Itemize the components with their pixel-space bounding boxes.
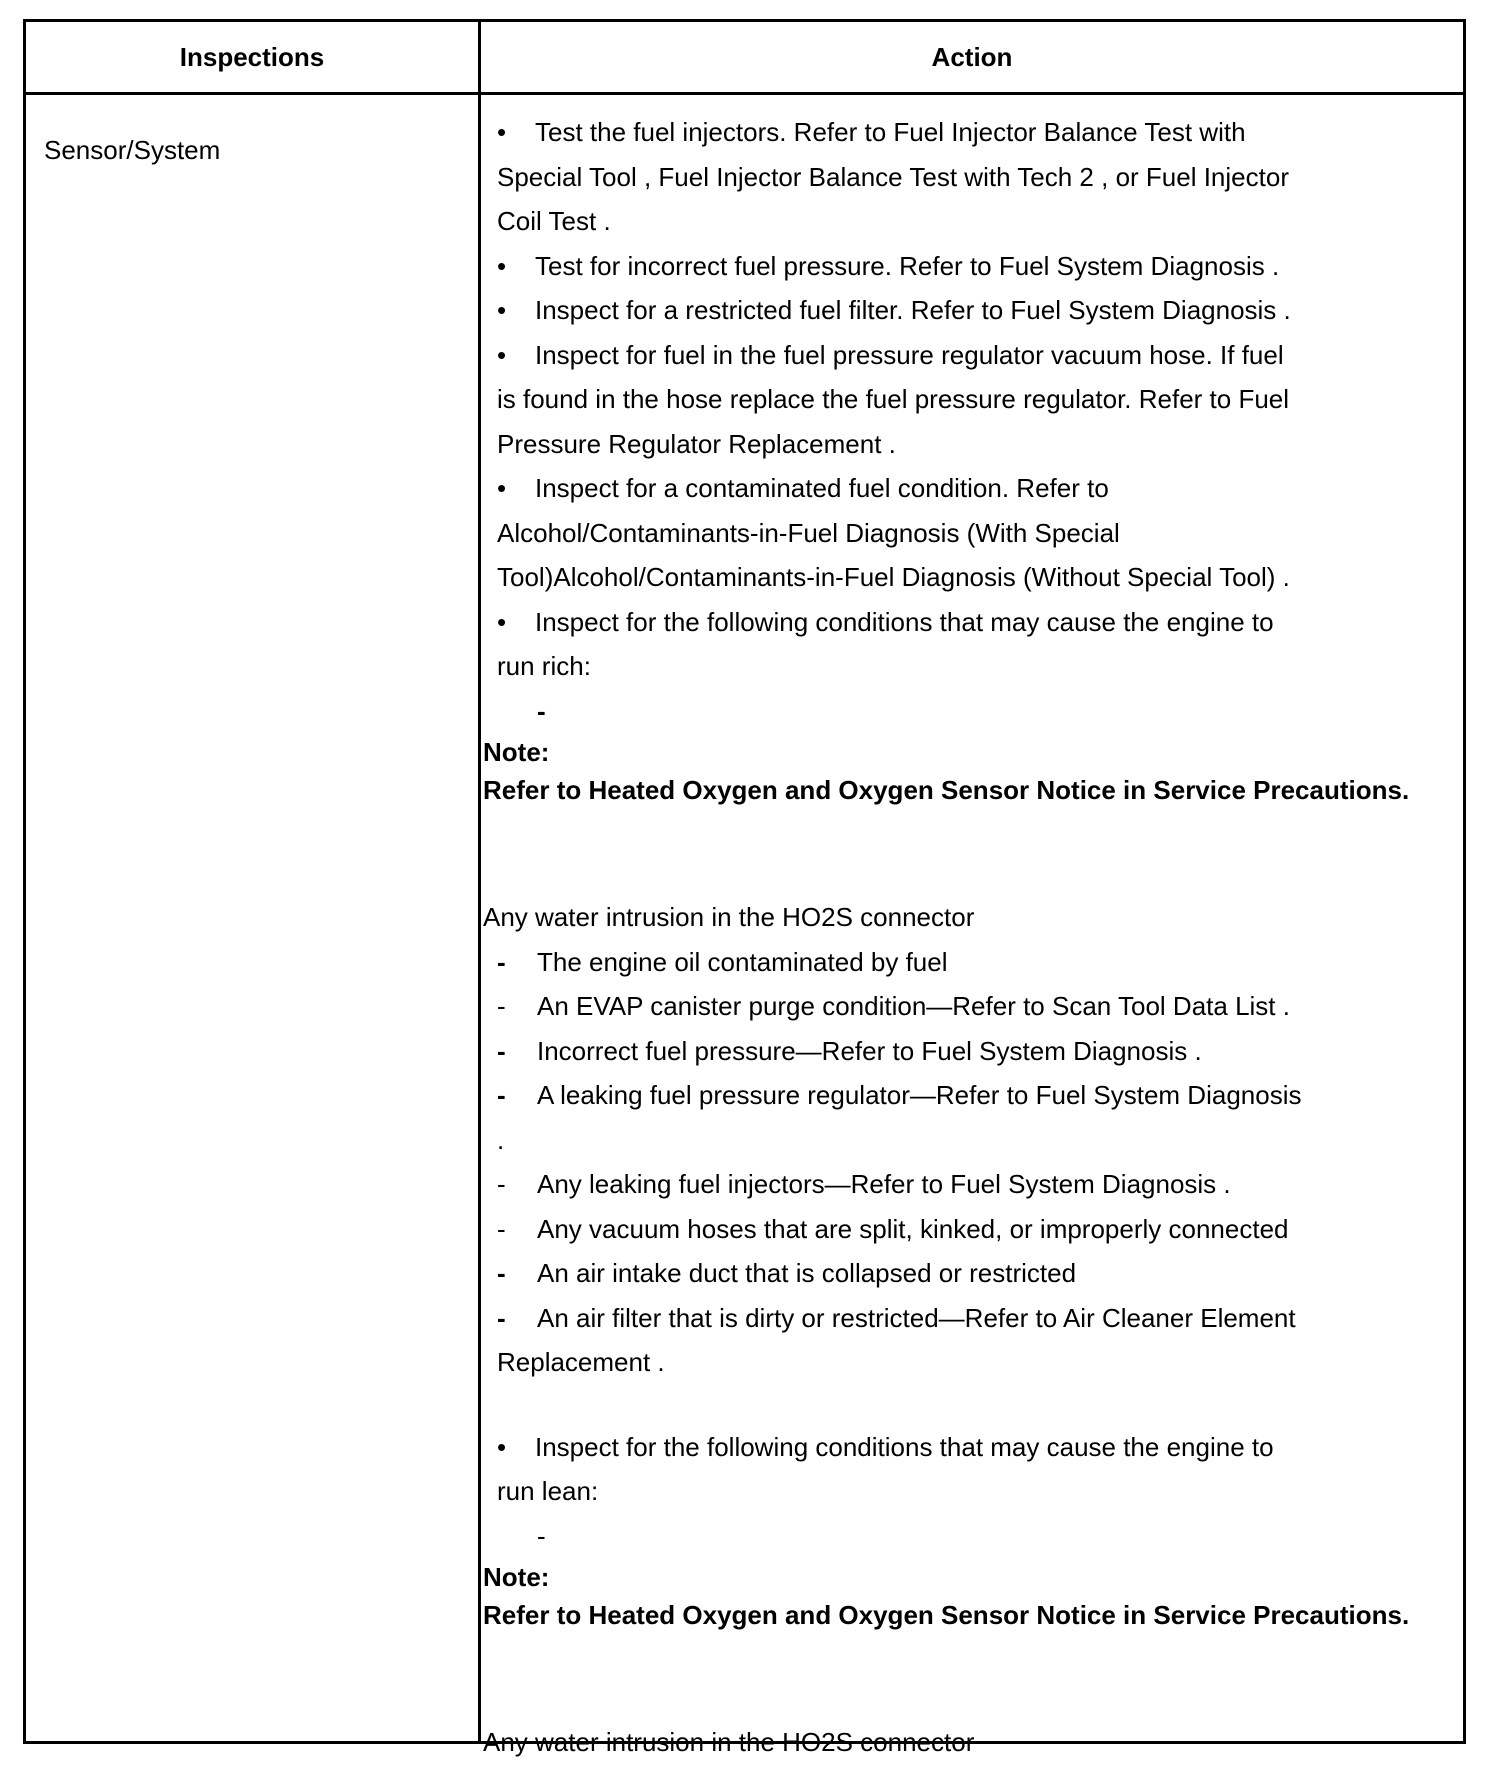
note-text: Refer to Heated Oxygen and Oxygen Sensor Notice in Service Precautions. <box>483 775 1410 805</box>
note-text: Refer to Heated Oxygen and Oxygen Sensor Notice in Service Precautions. <box>483 1600 1410 1630</box>
bullet-continuation: Alcohol/Contaminants-in-Fuel Diagnosis (With Special <box>497 517 1120 548</box>
bullet-item <box>481 288 1463 333</box>
condition-continuation: Replacement . <box>497 1347 665 1377</box>
header-divider <box>26 92 1463 95</box>
bullet-continuation: run rich: <box>497 651 591 681</box>
bullet-item <box>481 110 1463 155</box>
bullet-text: Inspect for fuel in the fuel pressure regulator vacuum hose. If fuel <box>535 339 1284 370</box>
dash-marker: - <box>497 1169 506 1199</box>
bullet-marker: • <box>497 250 507 281</box>
dash-marker: - <box>497 946 506 977</box>
water-intrusion-text: Any water intrusion in the HO2S connector <box>483 902 975 932</box>
bullet-item <box>481 466 1463 511</box>
condition-text: Any vacuum hoses that are split, kinked, or improperly connected <box>537 1213 1289 1244</box>
condition-text: A leaking fuel pressure regulator—Refer to Fuel System Diagnosis <box>537 1080 1302 1110</box>
bullet-continuation: run lean: <box>497 1476 599 1506</box>
condition-text: The engine oil contaminated by fuel <box>537 946 948 977</box>
bullet-text: Inspect for a restricted fuel filter. Refer to Fuel System Diagnosis . <box>535 295 1291 325</box>
inspection-cell: Sensor/System <box>44 135 221 165</box>
bullet-text: Inspect for the following conditions that may cause the engine to <box>535 1431 1274 1462</box>
bullet-continuation: Special Tool , Fuel Injector Balance Test with Tech 2 , or Fuel Injector <box>497 161 1289 192</box>
bullet-item <box>481 244 1463 289</box>
bullet-continuation: is found in the hose replace the fuel pressure regulator. Refer to Fuel <box>497 384 1290 414</box>
spacer <box>481 809 1463 895</box>
bullet-marker: • <box>497 606 507 637</box>
header-inspections: Inspections <box>179 42 325 72</box>
bullet-marker: • <box>497 473 507 503</box>
dash-marker: - <box>497 1213 506 1244</box>
dash-marker: - <box>497 1080 506 1110</box>
note-label: Note: <box>483 737 550 767</box>
header-action: Action <box>931 42 1013 72</box>
bullet-continuation: Tool)Alcohol/Contaminants-in-Fuel Diagnosis (Without Special Tool) . <box>497 562 1290 592</box>
bullet-marker: • <box>497 295 507 325</box>
condition-item <box>481 984 1463 1029</box>
condition-text: Incorrect fuel pressure—Refer to Fuel System Diagnosis . <box>537 1035 1202 1066</box>
water-intrusion-text: Any water intrusion in the HO2S connector <box>483 1727 975 1757</box>
dash-marker: - <box>537 1520 546 1551</box>
condition-item <box>481 1162 1463 1207</box>
dash-marker: - <box>497 991 506 1021</box>
bullet-item <box>481 1425 1463 1470</box>
dash-marker: - <box>537 695 546 726</box>
action-cell <box>481 110 1463 1765</box>
bullet-item <box>481 333 1463 378</box>
condition-item <box>481 940 1463 985</box>
condition-continuation: . <box>497 1124 505 1155</box>
condition-text: An EVAP canister purge condition—Refer to Scan Tool Data List . <box>537 991 1290 1021</box>
condition-item <box>481 1207 1463 1252</box>
spacer <box>481 1634 1463 1720</box>
dash-marker: - <box>497 1035 506 1066</box>
note-label: Note: <box>483 1562 550 1592</box>
dash-marker: - <box>497 1302 506 1333</box>
condition-item <box>481 1073 1463 1118</box>
spacer <box>481 1385 1463 1425</box>
condition-text: An air filter that is dirty or restricted—Refer to Air Cleaner Element <box>537 1302 1296 1333</box>
bullet-continuation: Pressure Regulator Replacement . <box>497 428 896 459</box>
bullet-text: Test the fuel injectors. Refer to Fuel Injector Balance Test with <box>535 117 1246 147</box>
condition-item <box>481 1251 1463 1296</box>
bullet-text: Inspect for a contaminated fuel condition. Refer to <box>535 473 1109 503</box>
inspection-table <box>23 19 1466 1757</box>
bullet-marker: • <box>497 339 507 370</box>
bullet-marker: • <box>497 117 507 147</box>
condition-item <box>481 1296 1463 1341</box>
bullet-text: Test for incorrect fuel pressure. Refer to Fuel System Diagnosis . <box>535 250 1280 281</box>
bullet-marker: • <box>497 1431 507 1462</box>
condition-item <box>481 1029 1463 1074</box>
condition-text: An air intake duct that is collapsed or restricted <box>537 1258 1077 1288</box>
condition-text: Any leaking fuel injectors—Refer to Fuel System Diagnosis . <box>537 1169 1231 1199</box>
bullet-continuation: Coil Test . <box>497 206 611 236</box>
bullet-item <box>481 600 1463 645</box>
dash-marker: - <box>497 1258 506 1288</box>
bullet-text: Inspect for the following conditions that may cause the engine to <box>535 606 1274 637</box>
